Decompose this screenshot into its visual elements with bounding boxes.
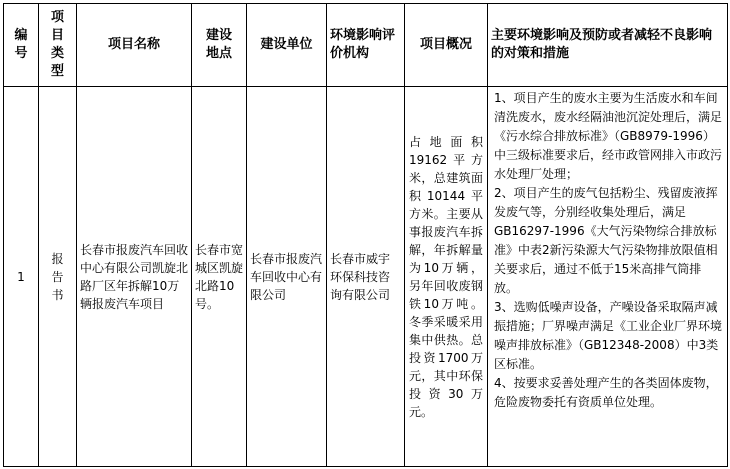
header-overview: 项目概况 — [405, 4, 488, 87]
cell-name: 长春市报废汽车回收中心有限公司凯旋北路厂区年拆解10万辆报废汽车项目 — [77, 87, 192, 467]
cell-measures — [488, 87, 728, 467]
header-location: 建设地点 — [192, 4, 247, 87]
header-builder: 建设单位 — [247, 4, 327, 87]
measure-item-2: 2、项目产生的废气包括粉尘、残留废液挥发废气等，分别经收集处理后，满足GB16297-1996《大气污染物综合排放标准》中表2新污染源大气污染物排放限值相关要求后，通过不低于15米高排气筒排放。 — [494, 186, 718, 295]
measure-item-1: 1、项目产生的废水主要为生活废水和车间清洗废水，废水经隔油池沉淀处理后，满足《污水综合排放标准》（GB8979-1996）中三级标准要求后，经市政管网排入市政污水处理厂处理； — [494, 91, 723, 181]
header-number: 编号 — [4, 4, 39, 87]
cell-location: 长春市宽城区凯旋北路10号。 — [192, 87, 247, 467]
header-name: 项目名称 — [77, 4, 192, 87]
header-type: 项目类型 — [39, 4, 77, 87]
header-measures: 主要环境影响及预防或者减轻不良影响的对策和措施 — [488, 4, 728, 87]
cell-type: 报告书 — [39, 87, 77, 467]
measure-item-3: 3、选购低噪声设备，产噪设备采取隔声减振措施；厂界噪声满足《工业企业厂界环境噪声排放标准》（GB12348-2008）中3类区标准。 — [494, 300, 723, 371]
header-row — [4, 4, 728, 87]
cell-builder: 长春市报废汽车回收中心有限公司 — [247, 87, 327, 467]
table-row — [4, 87, 728, 467]
cell-overview: 占地面积19162平方米，总建筑面积10144平方米。主要从事报废汽车拆解，年拆解量为10万辆，另年回收废钢铁10万吨。冬季采暖采用集中供热。总投资1700万元，其中环保投资30万元。 — [405, 87, 488, 467]
cell-number: 1 — [4, 87, 39, 467]
measure-item-4: 4、按要求妥善处理产生的各类固体废物，危险废物委托有资质单位处理。 — [494, 376, 718, 409]
header-agency: 环境影响评价机构 — [327, 4, 405, 87]
environmental-impact-table — [3, 3, 728, 467]
cell-agency: 长春市威宇环保科技咨询有限公司 — [327, 87, 405, 467]
